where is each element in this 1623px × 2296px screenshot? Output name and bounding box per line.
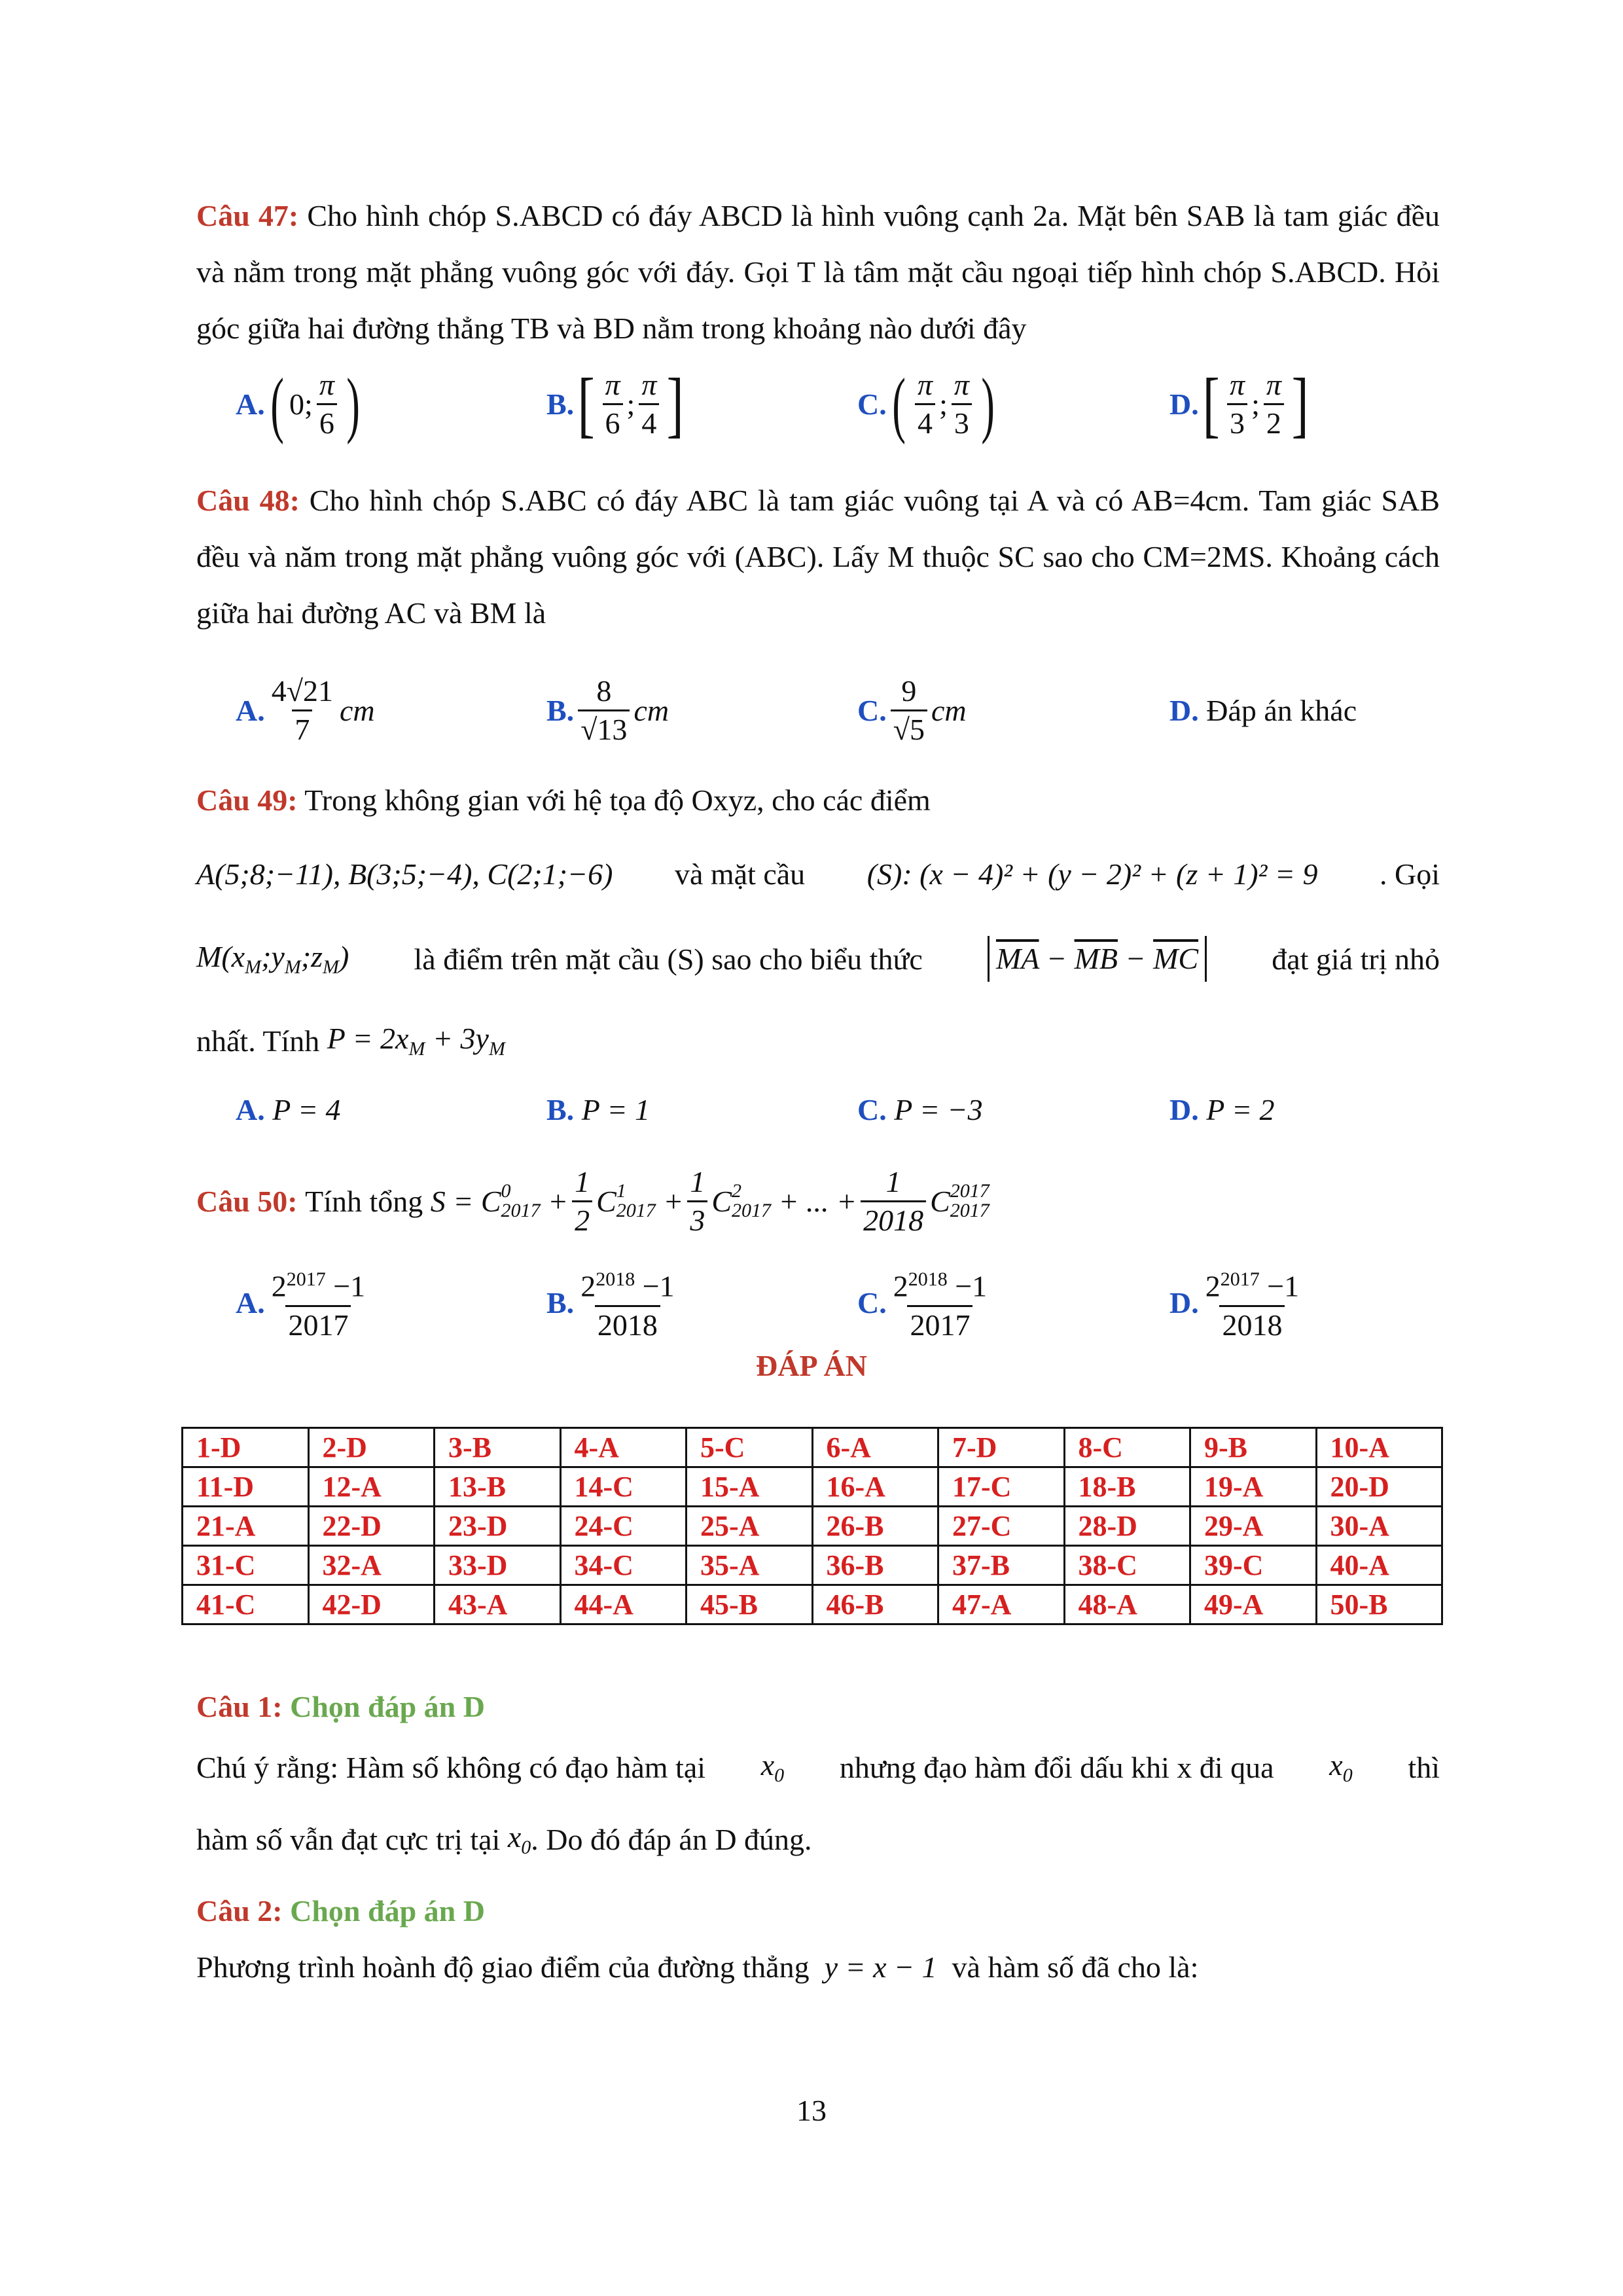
answer-cell: 37-B <box>938 1546 1065 1585</box>
frac-den: 6 <box>317 403 337 442</box>
q49-option-d[interactable] <box>1169 1083 1275 1136</box>
answer-cell: 11-D <box>183 1467 309 1507</box>
question-49-options <box>196 1083 1440 1136</box>
compute-intro: nhất. Tính <box>196 1024 320 1058</box>
answer-cell: 3-B <box>435 1428 561 1467</box>
option-letter: B. <box>546 1285 575 1319</box>
q50-option-d[interactable]: D. $\frac{2^{2017} -1}{2018}$ <box>1169 1260 1306 1345</box>
answer-cell: 45-B <box>687 1585 813 1624</box>
solution-1-line1 <box>196 1741 1440 1793</box>
answer-cell: 24-C <box>560 1507 687 1546</box>
option-letter: B. <box>546 387 575 421</box>
question-48-label: Câu 48: <box>196 484 300 517</box>
option-text: Đáp án khác <box>1206 693 1357 727</box>
answer-cell: 13-B <box>435 1467 561 1507</box>
option-text: P = 2 <box>1206 1092 1275 1126</box>
option-unit: cm <box>339 693 375 727</box>
vector-expression: $\overline{MA} - \overline{MB} - \overline{MC}$ <box>988 936 1207 982</box>
answer-cell: 32-A <box>308 1546 435 1585</box>
q47-option-d[interactable]: D. [ $\frac{\pi}{3}$ ; $\frac{\pi}{2}$ ] <box>1169 363 1309 445</box>
points-abc: A(5;8;−11), B(3;5;−4), C(2;1;−6) <box>196 857 613 891</box>
answer-cell: 44-A <box>560 1585 687 1624</box>
solution-1-text-d: hàm số vẫn đạt cực trị tại <box>196 1822 501 1856</box>
answer-cell: 29-A <box>1190 1507 1317 1546</box>
frac-den: √5 <box>891 709 927 748</box>
q47-option-a[interactable]: A. ( 0; $\frac{\pi}{6}$ ) <box>236 363 360 445</box>
option-letter: D. <box>1169 1285 1199 1319</box>
solution-2-text-a: Phương trình hoành độ giao điểm của đường thẳng <box>196 1950 810 1984</box>
q49-option-b[interactable] <box>546 1083 650 1136</box>
solution-1-text-b: nhưng đạo hàm đổi dấu khi x đi qua <box>839 1750 1274 1784</box>
frac-den: 3 <box>1227 403 1247 442</box>
answer-cell: 16-A <box>812 1467 938 1507</box>
answer-cell: 14-C <box>560 1467 687 1507</box>
solution-1-text-a: Chú ý rằng: Hàm số không có đạo hàm tại <box>196 1750 706 1784</box>
answer-cell: 39-C <box>1190 1546 1317 1585</box>
line-equation: y = x − 1 <box>824 1950 937 1984</box>
frac-den: √13 <box>578 709 630 748</box>
question-49-line3 <box>196 933 1440 985</box>
question-48-options <box>196 668 1440 753</box>
option-letter: A. <box>236 1092 265 1126</box>
q50-option-b[interactable]: B. $\frac{2^{2018} -1}{2018}$ <box>546 1260 681 1345</box>
answer-key-table <box>181 1427 1443 1625</box>
answer-cell: 15-A <box>687 1467 813 1507</box>
option-text: P = 1 <box>581 1092 650 1126</box>
answer-row <box>183 1546 1442 1585</box>
frac-num: π <box>918 368 933 401</box>
option-letter: B. <box>546 693 575 727</box>
frac-num: 9 <box>901 673 917 708</box>
answer-cell: 17-C <box>938 1467 1065 1507</box>
solution-2-label: Câu 2: <box>196 1894 283 1928</box>
option-letter: D. <box>1169 387 1199 421</box>
question-47-label: Câu 47: <box>196 199 299 232</box>
q49-option-c[interactable] <box>857 1083 983 1136</box>
answer-cell: 21-A <box>183 1507 309 1546</box>
q50-option-c[interactable]: C. $\frac{2^{2018} -1}{2017}$ <box>857 1260 993 1345</box>
frac-num: π <box>1230 368 1245 401</box>
answer-cell: 28-D <box>1064 1507 1190 1546</box>
option-text: P = −3 <box>894 1092 983 1126</box>
question-49-intro: Trong không gian với hệ tọa độ Oxyz, cho các điểm <box>304 783 931 817</box>
answer-cell: 26-B <box>812 1507 938 1546</box>
answer-cell: 30-A <box>1316 1507 1442 1546</box>
option-letter: A. <box>236 1285 265 1319</box>
answer-cell: 1-D <box>183 1428 309 1467</box>
frac-num: 4√21 <box>271 673 333 708</box>
solution-1-text-e: . Do đó đáp án D đúng. <box>531 1822 812 1856</box>
solution-1-label: Câu 1: <box>196 1690 283 1723</box>
solution-2-choice: Chọn đáp án D <box>290 1894 485 1928</box>
question-49-label: Câu 49: <box>196 783 298 817</box>
option-letter: C. <box>857 693 887 727</box>
answer-cell: 41-C <box>183 1585 309 1624</box>
answer-cell: 48-A <box>1064 1585 1190 1624</box>
answer-cell: 19-A <box>1190 1467 1317 1507</box>
answer-cell: 8-C <box>1064 1428 1190 1467</box>
question-50-text: Tính tổng <box>305 1184 423 1218</box>
option-letter: A. <box>236 693 265 727</box>
q47-option-b[interactable]: B. [ $\frac{\pi}{6}$ ; $\frac{\pi}{4}$ ] <box>546 363 685 445</box>
solution-2-text-b: và hàm số đã cho là: <box>952 1950 1199 1984</box>
answer-row <box>183 1428 1442 1467</box>
answer-row <box>183 1585 1442 1624</box>
frac-num: π <box>1266 368 1281 401</box>
answer-cell: 10-A <box>1316 1428 1442 1467</box>
sphere-equation: (S): (x − 4)² + (y − 2)² + (z + 1)² = 9 <box>866 857 1318 891</box>
q48-option-c[interactable] <box>857 668 967 753</box>
answer-cell: 31-C <box>183 1546 309 1585</box>
question-49-line4 <box>196 1014 1440 1067</box>
answer-cell: 6-A <box>812 1428 938 1467</box>
answer-row <box>183 1467 1442 1507</box>
answer-cell: 49-A <box>1190 1585 1317 1624</box>
answer-cell: 22-D <box>308 1507 435 1546</box>
question-50 <box>196 1158 1440 1244</box>
frac-num: π <box>605 368 620 401</box>
option-unit: cm <box>633 693 669 727</box>
frac-num: 8 <box>596 673 612 708</box>
frac-num: π <box>319 368 334 401</box>
sum-expression: S = C 0 2017 + $\frac{1}{2}$ C 1 2017 + $\frac{1}{3}$ C 2 2017 + ... + $\frac{1}{2018}$ C 2017 2017 <box>431 1164 990 1239</box>
question-50-options <box>196 1260 1440 1345</box>
answer-cell: 5-C <box>687 1428 813 1467</box>
solution-2-heading <box>196 1883 1440 1939</box>
answer-cell: 33-D <box>435 1546 561 1585</box>
option-text: P = 4 <box>272 1092 341 1126</box>
answer-cell: 2-D <box>308 1428 435 1467</box>
question-47-text: Cho hình chóp S.ABCD có đáy ABCD là hình vuông cạnh 2a. Mặt bên SAB là tam giác đều và nằm trong mặt phẳng vuông góc với đáy. Gọi T là tâm mặt cầu ngoại tiếp hình chóp S.ABCD. Hỏi góc giữa hai đường thẳng TB và BD nằm trong khoảng nào dưới đây <box>196 199 1440 345</box>
answer-cell: 18-B <box>1064 1467 1190 1507</box>
frac-den: 2 <box>1264 403 1284 442</box>
q49-option-a[interactable] <box>236 1083 341 1136</box>
point-m: $M(x_M;y_M;z_M)$ <box>196 939 349 978</box>
answer-key-title: ĐÁP ÁN <box>756 1349 867 1382</box>
x0-symbol: $x_0$ <box>760 1748 785 1787</box>
frac-den: 6 <box>603 403 623 442</box>
question-47-options <box>196 363 1440 445</box>
frac-num: π <box>954 368 969 401</box>
line-end: đạt giá trị nhỏ <box>1272 942 1440 976</box>
answer-cell: 27-C <box>938 1507 1065 1546</box>
question-48-text: Cho hình chóp S.ABC có đáy ABC là tam giác vuông tại A và có AB=4cm. Tam giác SAB đều và năm trong mặt phẳng vuông góc với (ABC). Lấy M thuộc SC sao cho CM=2MS. Khoảng cách giữa hai đường AC và BM là <box>196 484 1440 630</box>
page-number: 13 <box>796 2094 827 2127</box>
solution-1-text-c: thì <box>1408 1750 1440 1784</box>
question-50-label: Câu 50: <box>196 1184 298 1218</box>
q47-option-c[interactable]: C. ( $\frac{\pi}{4}$ ; $\frac{\pi}{3}$ ) <box>857 363 995 445</box>
answer-cell: 7-D <box>938 1428 1065 1467</box>
answer-cell: 40-A <box>1316 1546 1442 1585</box>
frac-den: 3 <box>952 403 972 442</box>
answer-row <box>183 1507 1442 1546</box>
answer-cell: 20-D <box>1316 1467 1442 1507</box>
answer-cell: 50-B <box>1316 1585 1442 1624</box>
q48-option-b[interactable] <box>546 668 669 753</box>
formula-p: $P = 2x_M + 3y_M$ <box>327 1021 505 1060</box>
frac-num: π <box>641 368 657 401</box>
option-unit: cm <box>931 693 967 727</box>
sphere-intro: và mặt cầu <box>674 857 806 891</box>
line-end: . Gọi <box>1379 857 1440 891</box>
option-letter: A. <box>236 387 265 421</box>
answer-cell: 38-C <box>1064 1546 1190 1585</box>
answer-cell: 43-A <box>435 1585 561 1624</box>
x0-symbol: $x_0$ <box>1329 1748 1353 1787</box>
answer-cell: 4-A <box>560 1428 687 1467</box>
answer-cell: 12-A <box>308 1467 435 1507</box>
solution-2-line1 <box>196 1941 1440 1993</box>
answer-cell: 42-D <box>308 1585 435 1624</box>
answer-cell: 47-A <box>938 1585 1065 1624</box>
q48-option-d[interactable] <box>1169 668 1357 753</box>
answer-cell: 36-B <box>812 1546 938 1585</box>
question-47 <box>196 188 1440 357</box>
option-letter: C. <box>857 1092 887 1126</box>
answer-cell: 9-B <box>1190 1428 1317 1467</box>
frac-den: 7 <box>292 709 312 748</box>
option-letter: B. <box>546 1092 575 1126</box>
answer-cell: 25-A <box>687 1507 813 1546</box>
solution-1-choice: Chọn đáp án D <box>290 1690 485 1723</box>
answer-cell: 35-A <box>687 1546 813 1585</box>
frac-den: 4 <box>639 403 659 442</box>
frac-den: 4 <box>915 403 935 442</box>
answer-cell: 46-B <box>812 1585 938 1624</box>
option-letter: C. <box>857 387 887 421</box>
question-49-line2 <box>196 848 1440 900</box>
expression-intro: là điểm trên mặt cầu (S) sao cho biểu thức <box>414 942 923 976</box>
solution-1-heading <box>196 1679 1440 1735</box>
question-48 <box>196 473 1440 641</box>
q48-option-a[interactable] <box>236 668 375 753</box>
solution-1-line2 <box>196 1813 1440 1865</box>
answer-cell: 34-C <box>560 1546 687 1585</box>
question-49-line1 <box>196 772 1440 829</box>
option-letter: C. <box>857 1285 887 1319</box>
option-letter: D. <box>1169 693 1199 727</box>
q50-option-a[interactable]: A. $\frac{2^{2017} -1}{2017}$ <box>236 1260 372 1345</box>
answer-cell: 23-D <box>435 1507 561 1546</box>
option-letter: D. <box>1169 1092 1199 1126</box>
x0-symbol: $x_0$ <box>507 1820 531 1859</box>
option-a-pre: 0; <box>289 387 313 421</box>
